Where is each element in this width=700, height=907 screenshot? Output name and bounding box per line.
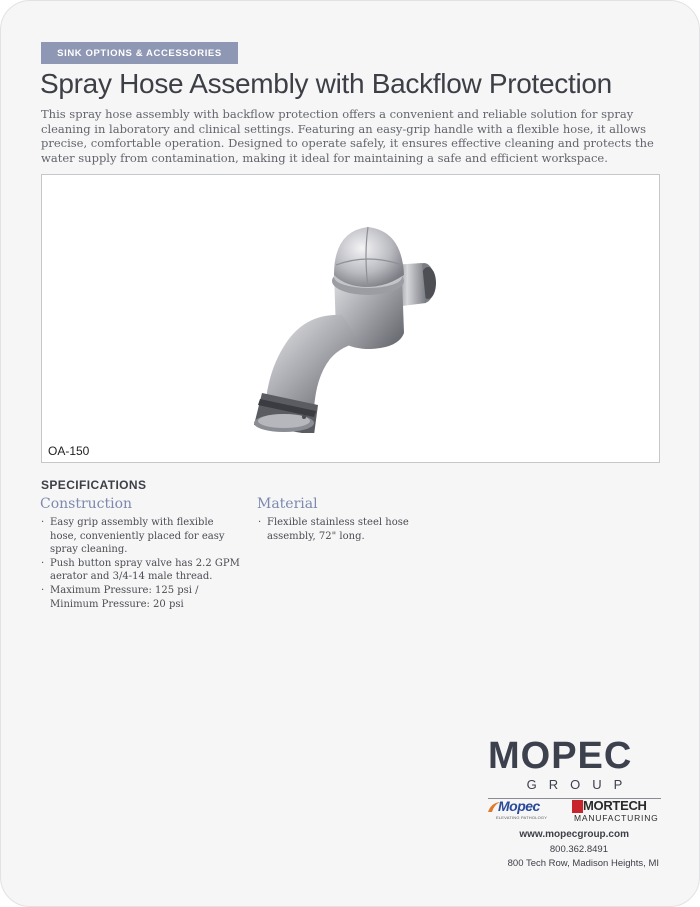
mopec-sub-logo	[490, 799, 556, 820]
mopec-swoosh-icon	[487, 801, 501, 813]
mopec-sub-wordmark: Mopec	[498, 798, 540, 814]
material-section	[257, 496, 457, 543]
mortech-tagline: MANUFACTURING	[574, 813, 659, 823]
mopec-wordmark: MOPEC	[488, 735, 633, 777]
mortech-mark-icon	[572, 800, 583, 813]
category-tag	[41, 42, 238, 64]
material-list	[257, 516, 457, 543]
material-heading: Material	[257, 496, 318, 512]
website-link[interactable]: www.mopecgroup.com	[519, 829, 629, 840]
model-number: OA-150	[48, 444, 90, 458]
list-item: · Easy grip assembly with flexible hose, conveniently placed for easy spray cleaning.	[40, 516, 240, 557]
phone-number: 800.362.8491	[549, 843, 608, 855]
contact-block	[508, 828, 659, 872]
category-label: SINK OPTIONS & ACCESSORIES	[57, 47, 222, 59]
address: 800 Tech Row, Madison Heights, MI	[507, 858, 659, 869]
mortech-wordmark: MORTECH	[583, 798, 647, 813]
spray-valve-icon	[222, 203, 452, 433]
product-image-frame	[41, 174, 660, 463]
group-wordmark: GROUP	[526, 777, 635, 792]
construction-list	[40, 516, 240, 611]
page-title: Spray Hose Assembly with Backflow Protection	[40, 68, 612, 99]
construction-section	[40, 496, 240, 611]
list-item: · Maximum Pressure: 125 psi / Minimum Pressure: 20 psi	[40, 584, 240, 611]
mopec-tagline: ELEVATING PATHOLOGY	[496, 815, 548, 820]
list-item: · Push button spray valve has 2.2 GPM aerator and 3/4-14 male thread.	[40, 557, 240, 584]
mortech-logo	[572, 799, 664, 823]
specifications-heading: SPECIFICATIONS	[41, 478, 147, 492]
product-description: This spray hose assembly with backflow protection offers a convenient and reliable solution for spray cleaning in laboratory and clinical settings. Featuring an easy-grip handle with a flexible hose, it allows precise, comfortable operation. Designed to operate safely, it ensures effective cleaning and protects the water supply from contamination, making it ideal for maintaining a safe and efficient workspace.	[41, 107, 654, 165]
mopec-group-logo	[488, 737, 661, 799]
list-item: · Flexible stainless steel hose assembly, 72" long.	[257, 516, 457, 543]
construction-heading: Construction	[40, 496, 133, 512]
